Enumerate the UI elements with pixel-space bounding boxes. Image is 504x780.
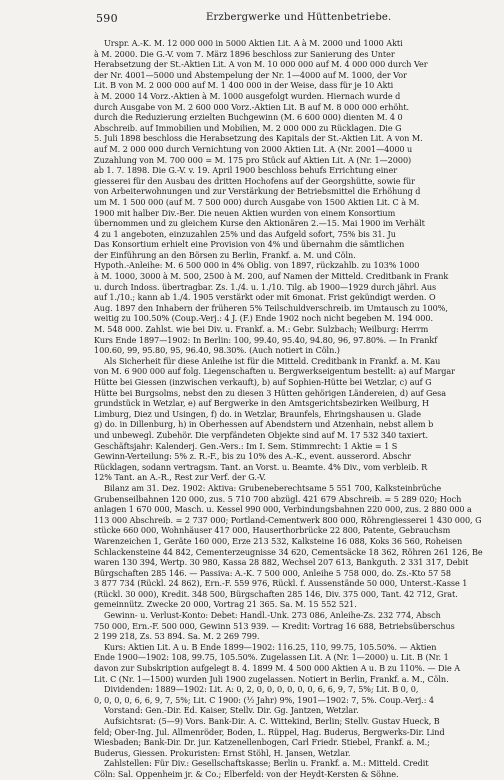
text-line: durch Ausgabe von M. 2 600 000 Vorz.-Aktien Lit. B auf M. 8 000 000 erhöht. (94, 101, 410, 112)
running-title: Erzbergwerke und Hüttenbetriebe. (206, 12, 392, 23)
text-line: Grubenseilbahnen 120 000, zus. 5 710 700 abzügl. 421 679 Abschreib. = 5 289 020; Hoch (94, 493, 462, 504)
text-line: Vorstand: Gen.-Dir. Ed. Kaiser, Stellv. Dir. Gg. Jantzen, Wetzlar. (104, 705, 359, 716)
text-line: Dividenden: 1889—1902: Lit. A: 0, 2, 0, 0, 0, 0, 0, 0, 6, 6, 9, 7, 5%; Lit. B 0, 0, (104, 684, 419, 695)
text-line: anlagen 1 670 000, Masch. u. Kessel 990 000, Verbindungsbahnen 220 000, zus. 2 880 000 a (94, 504, 472, 515)
text-line: stücke 660 000, Wohnhäuser 417 000, Hauserthorbrücke 22 800, Patente, Gebrauchsm (94, 525, 451, 536)
text-line: weitig zu 100.50% (Coup.-Verj.: 4 J. (F.) Ende 1902 noch nicht begeben M. 194 000. (94, 313, 433, 324)
text-line: (Rückl. 30 000), Kredit. 348 500, Bürgschaften 285 146, Div. 375 000, Tant. 42 712, Grat. (94, 588, 458, 599)
text-line: Cöln: Sal. Oppenheim jr. & Co.; Elberfeld: von der Heydt-Kersten & Söhne. (94, 768, 399, 779)
text-line: 4 zu 1 angeboten, einzuzahlen 25% und das Aufgeld sofort, 75% bis 31. Ju (94, 228, 396, 239)
text-line: Das Konsortium erhielt eine Provision von 4% und übernahm die sämtlichen (94, 239, 405, 250)
text-line: 1900 mit halber Div.-Ber. Die neuen Aktien wurden von einem Konsortium (94, 207, 396, 218)
text-line: Aug. 1897 den Inhabern der früheren 5% Teilschuldverschreib. im Umtausch zu 100%, (94, 302, 448, 313)
text-line: grundstück in Wetzlar, e) auf Bergwerke in den Amtsgerichtsbezirken Weilburg, H (94, 398, 430, 409)
text-line: Als Sicherheit für diese Anleihe ist für die Mitteld. Creditbank in Frankf. a. M. Kau (104, 355, 441, 366)
text-line: Buderus, Giessen. Prokuristen: Ernst Stöhl, H. Jansen, Wetzlar. (94, 747, 351, 758)
text-line: Gewinn- u. Verlust-Konto: Debet: Handl.-Unk. 273 086, Anleihe-Zs. 232 774, Absch (104, 610, 441, 621)
text-line: waren 130 394, Wertp. 30 980, Kassa 28 882, Wechsel 207 613, Bankguth. 2 331 317, Debit (94, 557, 469, 568)
text-line: giesserei für den Ausbau des dritten Hochofens auf der Georgshütte, sowie für (94, 175, 415, 186)
text-line: Aufsichtsrat: (5—9) Vors. Bank-Dir. A. C. Wittekind, Berlin; Stellv. Gustav Hueck, B (104, 716, 440, 726)
text-line: auf 1./10.; kann ab 1./4. 1905 verstärkt oder mit 6monat. Frist gekündigt werden. O (94, 292, 436, 303)
text-line: übernommen und zu gleichem Kurse den Aktionären 2.—15. Mai 1900 im Verhält (94, 218, 425, 229)
text-line: 12% Tant. an A.-R., Rest zur Verf. der G.-V. (94, 472, 266, 483)
text-line: der Einführung an den Börsen zu Berlin, Frankf. a. M. und Cöln. (94, 249, 356, 260)
text-line: 0, 0, 0, 0, 6, 6, 9, 7, 5%; Lit. C 1900: (½ Jahr) 9%, 1901—1902: 7, 5%. Coup.-Verj.: 4 (94, 694, 435, 705)
text-line: Bürgschaften 285 146. — Passiva: A.-K. 7 500 000, Anleihe 5 758 000, do. Zs.-Kto 57 58 (94, 567, 451, 578)
text-line: von M. 6 900 000 auf folg. Liegenschaften u. Bergwerkseigentum bestellt: a) auf Margar (94, 366, 455, 377)
text-line: 750 000, Ern.-F. 500 000, Gewinn 513 939. — Kredit: Vortrag 16 688, Betriebsüberschus (94, 620, 455, 631)
text-line: Hütte bei Giessen (inzwischen verkauft), b) auf Sophien-Hütte bei Wetzlar, c) auf G (94, 377, 432, 387)
text-line: auf M. 2 000 000 durch Vernichtung von 2000 Aktien Lit. A (Nr. 2001—4000 u (94, 143, 413, 154)
text-line: Kurs Ende 1897—1902: In Berlin: 100, 99.40, 95.40, 94.80, 96, 97.80%. — In Frankf (94, 334, 438, 345)
text-line: um M. 1 500 000 (auf M. 7 500 000) durch Ausgabe von 1500 Aktien Lit. C à M. (94, 196, 420, 207)
text-line: Kurs: Aktien Lit. A u. B Ende 1899—1902: 116.25, 110, 99.75, 105.50%. — Aktien (104, 641, 437, 652)
text-line: Herabsetzung der St.-Aktien Lit. A von M. 10 000 000 auf M. 4 000 000 durch Ver (94, 59, 428, 70)
text-line: gemeinnütz. Zwecke 20 000, Vortrag 21 365. Sa. M. 15 552 521. (94, 599, 357, 610)
text-line: ab 1. 7. 1898. Die G.-V. v. 19. April 1900 beschloss behufs Errichtung einer (94, 165, 398, 176)
text-line: à M. 2000 14 Vorz.-Aktien à M. 1000 ausgefolgt wurden. Hiernach wurde d (94, 90, 401, 101)
text-line: Schlackensteine 44 842, Cementerzeugnisse 34 620, Cementsäcke 18 362, Röhren 261 126, Be (94, 546, 483, 557)
text-line: Abschreib. auf Immobilien und Mobilien, M. 2 000 000 zu Rücklagen. Die G (94, 122, 402, 133)
text-line: davon zur Subskription aufgelegt 8. 4. 1899 M. 4 500 000 Aktien A u. B zu 110%. — Die A (94, 663, 461, 674)
text-line: von Arbeiterwohnungen und zur Verstärkung der Betriebsmittel die Erhöhung d (94, 186, 421, 197)
text-line: feld; Ober-Ing. Jul. Allmenröder, Boden, L. Rüppel, Hag. Buderus, Bergwerks-Dir. Lind (94, 726, 445, 737)
text-line: Gewinn-Verteilung: 5% z. R.-F., bis zu 10% des A.-K., event. ausserord. Abschr (94, 451, 411, 462)
text-line: 100.60, 99, 95.80, 95, 96.40, 98.30%. (Auch notiert in Cöln.) (94, 345, 340, 356)
text-line: Limburg, Diez und Usingen, f) do. in Wetzlar, Braunfels, Ehringshausen u. Glade (94, 408, 421, 419)
text-line: u. durch Indoss. übertragbar. Zs. 1./4. u. 1./10. Tilg. ab 1900—1929 durch jährl. Aus (94, 281, 437, 292)
text-line: g) do. in Dillenburg, h) in Oberhessen auf Abendstern und Atzenhain, nebst allem b (94, 419, 434, 430)
text-line: Wiesbaden; Bank-Dir. Dr. jur. Katzenellenbogen, Carl Friedr. Stiebel, Frankf. a. M.; (94, 737, 430, 748)
page-body-text (94, 38, 502, 779)
text-line: Zahlstellen: Für Div.: Gesellschaftskasse; Berlin u. Frankf. a. M.: Mitteld. Credit (104, 758, 429, 769)
text-line: Hypoth.-Anleihe: M. 6 500 000 in 4% Oblig. von 1897, rückzahlb. zu 103% 1000 (94, 260, 420, 271)
text-line: Urspr. A.-K. M. 12 000 000 in 5000 Aktien Lit. A à M. 2000 und 1000 Akti (104, 38, 403, 48)
text-line: Bilanz am 31. Dez. 1902: Aktiva: Grubeneberechtsame 5 551 700, Kalksteinbrüche (104, 482, 442, 493)
text-line: Ende 1900—1902: 108, 99.75, 105.50%. Zugelassen Lit. A (Nr. 1—2000) u. Lit. B (Nr. 1 (94, 652, 449, 663)
page-header (96, 12, 496, 26)
text-line: durch die Reduzierung erzielten Buchgewinn (M. 6 600 000) dienten M. 4 0 (94, 112, 403, 123)
text-line: 113 000 Abschreib. = 2 737 000; Portland-Cementwerk 800 000, Röhrengiesserei 1 430 000, G (94, 514, 482, 525)
text-line: und unbewegl. Zubehör. Die verpfändeten Objekte sind auf M. 17 532 340 taxiert. (94, 429, 428, 440)
text-line: 2 199 218, Zs. 53 894. Sa. M. 2 269 799. (94, 631, 260, 642)
text-line: der Nr. 4001—5000 und Abstempelung der Nr. 1—4000 auf M. 1000, der Vor (94, 69, 407, 80)
text-line: Lit. B von M. 2 000 000 auf M. 1 400 000 in der Weise, dass für je 10 Akti (94, 80, 394, 91)
text-line: Warenzeichen 1, Geräte 160 000, Erze 213 532, Kalksteine 16 088, Koks 36 560, Roheisen (94, 535, 463, 546)
text-line: Zuzahlung von M. 700 000 = M. 175 pro Stück auf Aktien Lit. A (Nr. 1—2000) (94, 154, 412, 165)
text-line: Hütte bei Burgsolms, nebst den zu diesen 3 Hütten gehörigen Ländereien, d) auf Gesa (94, 387, 447, 398)
text-line: à M. 2000. Die G.-V. vom 7. März 1896 beschloss zur Sanierung des Unter (94, 48, 395, 59)
text-line: Geschäftsjahr: Kalenderj. Gen.-Vers.: Im I. Sem. Stimmrecht: 1 Aktie = 1 S (94, 440, 398, 451)
text-line: Rücklagen, sodann vertragsm. Tant. an Vorst. u. Beamte. 4% Div., vom verbleib. R (94, 461, 428, 472)
text-line: Lit. C (Nr. 1—1500) wurden Juli 1900 zugelassen. Notiert in Berlin, Frankf. a. M., Cöln. (94, 673, 449, 684)
text-line: 3 877 734 (Rückl. 24 862), Ern.-F. 559 976, Rückl. f. Aussenstände 50 000, Unterst.-Kasse 1 (94, 578, 468, 589)
text-line: M. 548 000. Zahlst. wie bei Div. u. Frankf. a. M.: Gebr. Sulzbach; Weilburg: Herrm (94, 324, 429, 335)
page-number: 590 (96, 12, 118, 25)
text-line: 5. Juli 1898 beschloss die Herabsetzung des Kapitals der St.-Aktien Lit. A von M. (94, 133, 423, 144)
text-line: à M. 1000, 3000 à M. 500, 2500 à M. 200, auf Namen der Mitteld. Creditbank in Frank (94, 271, 449, 282)
